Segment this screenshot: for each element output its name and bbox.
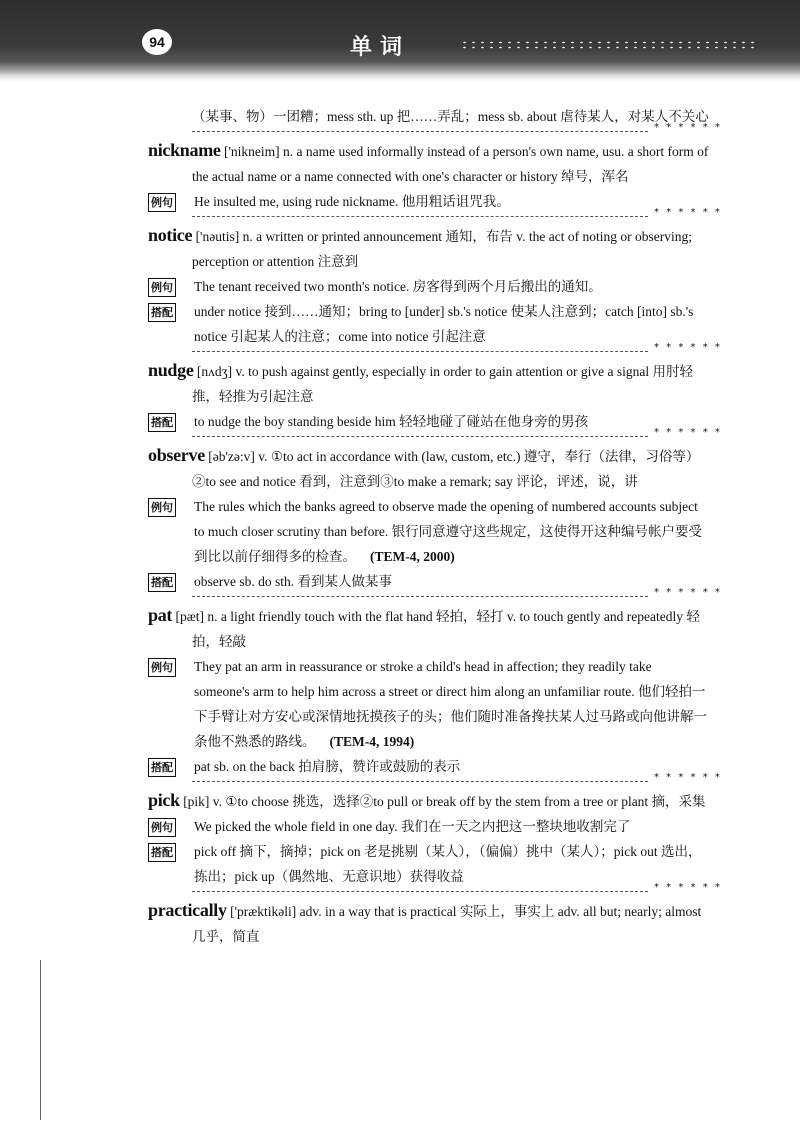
entry-divider <box>192 772 722 783</box>
row-sentence: The tenant received two month's notice. 房客得到两个月后搬出的通知。 <box>194 279 602 294</box>
separator-stars: * * * * * * <box>654 772 722 783</box>
collocation-tag: 搭配 <box>148 413 176 432</box>
row-text <box>194 839 710 889</box>
example-tag: 例句 <box>148 193 176 212</box>
collocation-tag: 搭配 <box>148 303 176 322</box>
header-decoration <box>460 40 760 50</box>
row-sentence: He insulted me, using rude nickname. 他用粗话诅咒我。 <box>194 194 510 209</box>
entry-definition <box>148 443 710 494</box>
row-text <box>194 274 710 299</box>
row-sentence: to nudge the boy standing beside him 轻轻地碰了碰站在他身旁的男孩 <box>194 414 589 429</box>
entry-definition-text: [pik] v. ①to choose 挑选，选择②to pull or break off by the stem from a tree or plant 摘，采集 <box>183 794 706 809</box>
dictionary-content <box>148 104 722 951</box>
row-sentence: The rules which the banks agreed to observe made the opening of numbered accounts subject to much closer scrutiny than before. 银行同意遵守这些规定，这使得开这种编号帐户要受到比以前仔细得多的检查。 <box>194 499 703 564</box>
entry-definition <box>148 138 710 189</box>
entry-definition-text: ['præktikəli] adv. in a way that is practical 实际上，事实上 adv. all but; nearly; almost 几乎，简直 <box>192 904 702 944</box>
entry-headword: nudge <box>148 360 194 380</box>
entry-divider <box>192 342 722 353</box>
collocation-tag: 搭配 <box>148 758 176 777</box>
row-text <box>194 494 710 569</box>
entry-definition <box>148 898 710 949</box>
page-margin-line <box>40 960 41 1120</box>
collocation-tag: 搭配 <box>148 843 176 862</box>
collocation-row <box>148 569 710 594</box>
separator-stars: * * * * * * <box>654 427 722 438</box>
dictionary-entry <box>148 603 710 779</box>
entry-divider <box>192 882 722 893</box>
entry-headword: observe <box>148 445 205 465</box>
collocation-row <box>148 299 710 349</box>
example-row <box>148 189 710 214</box>
entry-list <box>148 138 722 949</box>
entry-definition-text: ['nəutis] n. a written or printed announcement 通知，布告 v. the act of noting or observing; perception or attention 注意到 <box>192 229 693 269</box>
entry-divider <box>192 122 722 133</box>
dictionary-entry <box>148 223 710 349</box>
entry-definition <box>148 358 710 409</box>
entry-definition <box>148 603 710 654</box>
separator-stars: * * * * * * <box>654 587 722 598</box>
entry-headword: nickname <box>148 140 221 160</box>
row-sentence: pick off 摘下，摘掉；pick on 老是挑剔（某人），（偏偏）挑中（某人）；pick out 选出，拣出；pick up（偶然地、无意识地）获得收益 <box>194 844 702 884</box>
entry-divider <box>192 207 722 218</box>
example-tag: 例句 <box>148 278 176 297</box>
row-text <box>194 569 710 594</box>
dictionary-entry <box>148 138 710 214</box>
entry-headword: notice <box>148 225 193 245</box>
page-header <box>0 0 800 84</box>
separator-stars: * * * * * * <box>654 207 722 218</box>
example-row <box>148 494 710 569</box>
row-text <box>194 754 710 779</box>
separator-stars: * * * * * * <box>654 882 722 893</box>
row-text <box>194 814 710 839</box>
separator-stars: * * * * * * <box>654 122 722 133</box>
row-sentence: They pat an arm in reassurance or stroke a child's head in affection; they readily take someone's arm to help him across a street or direct him along an unfamiliar route. 他们轻拍一下手臂让对方安心或深情地抚摸孩子的头；他们随时准备搀扶某人过马路或向他讲解一条他不熟悉的路线。 <box>194 659 707 749</box>
entry-definition-text: [pæt] n. a light friendly touch with the flat hand 轻拍，轻打 v. to touch gently and repeatedly 轻拍，轻敲 <box>175 609 700 649</box>
dictionary-entry <box>148 788 710 889</box>
entry-definition-text: [nʌdʒ] v. to push against gently, especially in order to gain attention or give a signal 用肘轻推，轻推为引起注意 <box>192 364 694 404</box>
row-sentence: under notice 接到……通知；bring to [under] sb.'s notice 使某人注意到；catch [into] sb.'s notice 引起某人的注意；come into notice 引起注意 <box>194 304 694 344</box>
section-title: 单词 <box>350 35 411 60</box>
example-row <box>148 814 710 839</box>
row-sentence: pat sb. on the back 拍肩膀，赞许或鼓励的表示 <box>194 759 461 774</box>
entry-definition <box>148 223 710 274</box>
collocation-row <box>148 754 710 779</box>
collocation-row <box>148 409 710 434</box>
collocation-row <box>148 839 710 889</box>
row-sentence: observe sb. do sth. 看到某人做某事 <box>194 574 392 589</box>
row-text <box>194 299 710 349</box>
entry-definition-text: ['nikneim] n. a name used informally instead of a person's own name, usu. a short form of the actual name or a name connected with one's character or history 绰号，浑名 <box>192 144 709 184</box>
example-row <box>148 654 710 754</box>
collocation-tag: 搭配 <box>148 573 176 592</box>
row-text <box>194 654 710 754</box>
dictionary-entry <box>148 358 710 434</box>
separator-stars: * * * * * * <box>654 342 722 353</box>
row-sentence: We picked the whole field in one day. 我们在一天之内把这一整块地收割完了 <box>194 819 631 834</box>
entry-headword: pat <box>148 605 173 625</box>
dictionary-entry <box>148 898 710 949</box>
example-tag: 例句 <box>148 498 176 517</box>
entry-definition <box>148 788 710 814</box>
entry-divider <box>192 587 722 598</box>
example-tag: 例句 <box>148 658 176 677</box>
entry-headword: practically <box>148 900 227 920</box>
row-text <box>194 409 710 434</box>
exam-reference: (TEM-4, 1994) <box>329 734 415 749</box>
continuation-text: （某事、物）一团糟；mess sth. up 把……弄乱；mess sb. about 虐待某人，对某人不关心 <box>192 109 709 124</box>
entry-headword: pick <box>148 790 180 810</box>
dictionary-entry <box>148 443 710 594</box>
entry-divider <box>192 427 722 438</box>
example-row <box>148 274 710 299</box>
page-number: 94 <box>142 29 172 55</box>
row-text <box>194 189 710 214</box>
example-tag: 例句 <box>148 818 176 837</box>
entry-definition-text: [əb'zə:v] v. ①to act in accordance with (law, custom, etc.) 遵守，奉行（法律，习俗等）②to see and notice 看到，注意到③to make a remark; say 评论，评述，说，讲 <box>192 449 700 489</box>
exam-reference: (TEM-4, 2000) <box>370 549 455 564</box>
